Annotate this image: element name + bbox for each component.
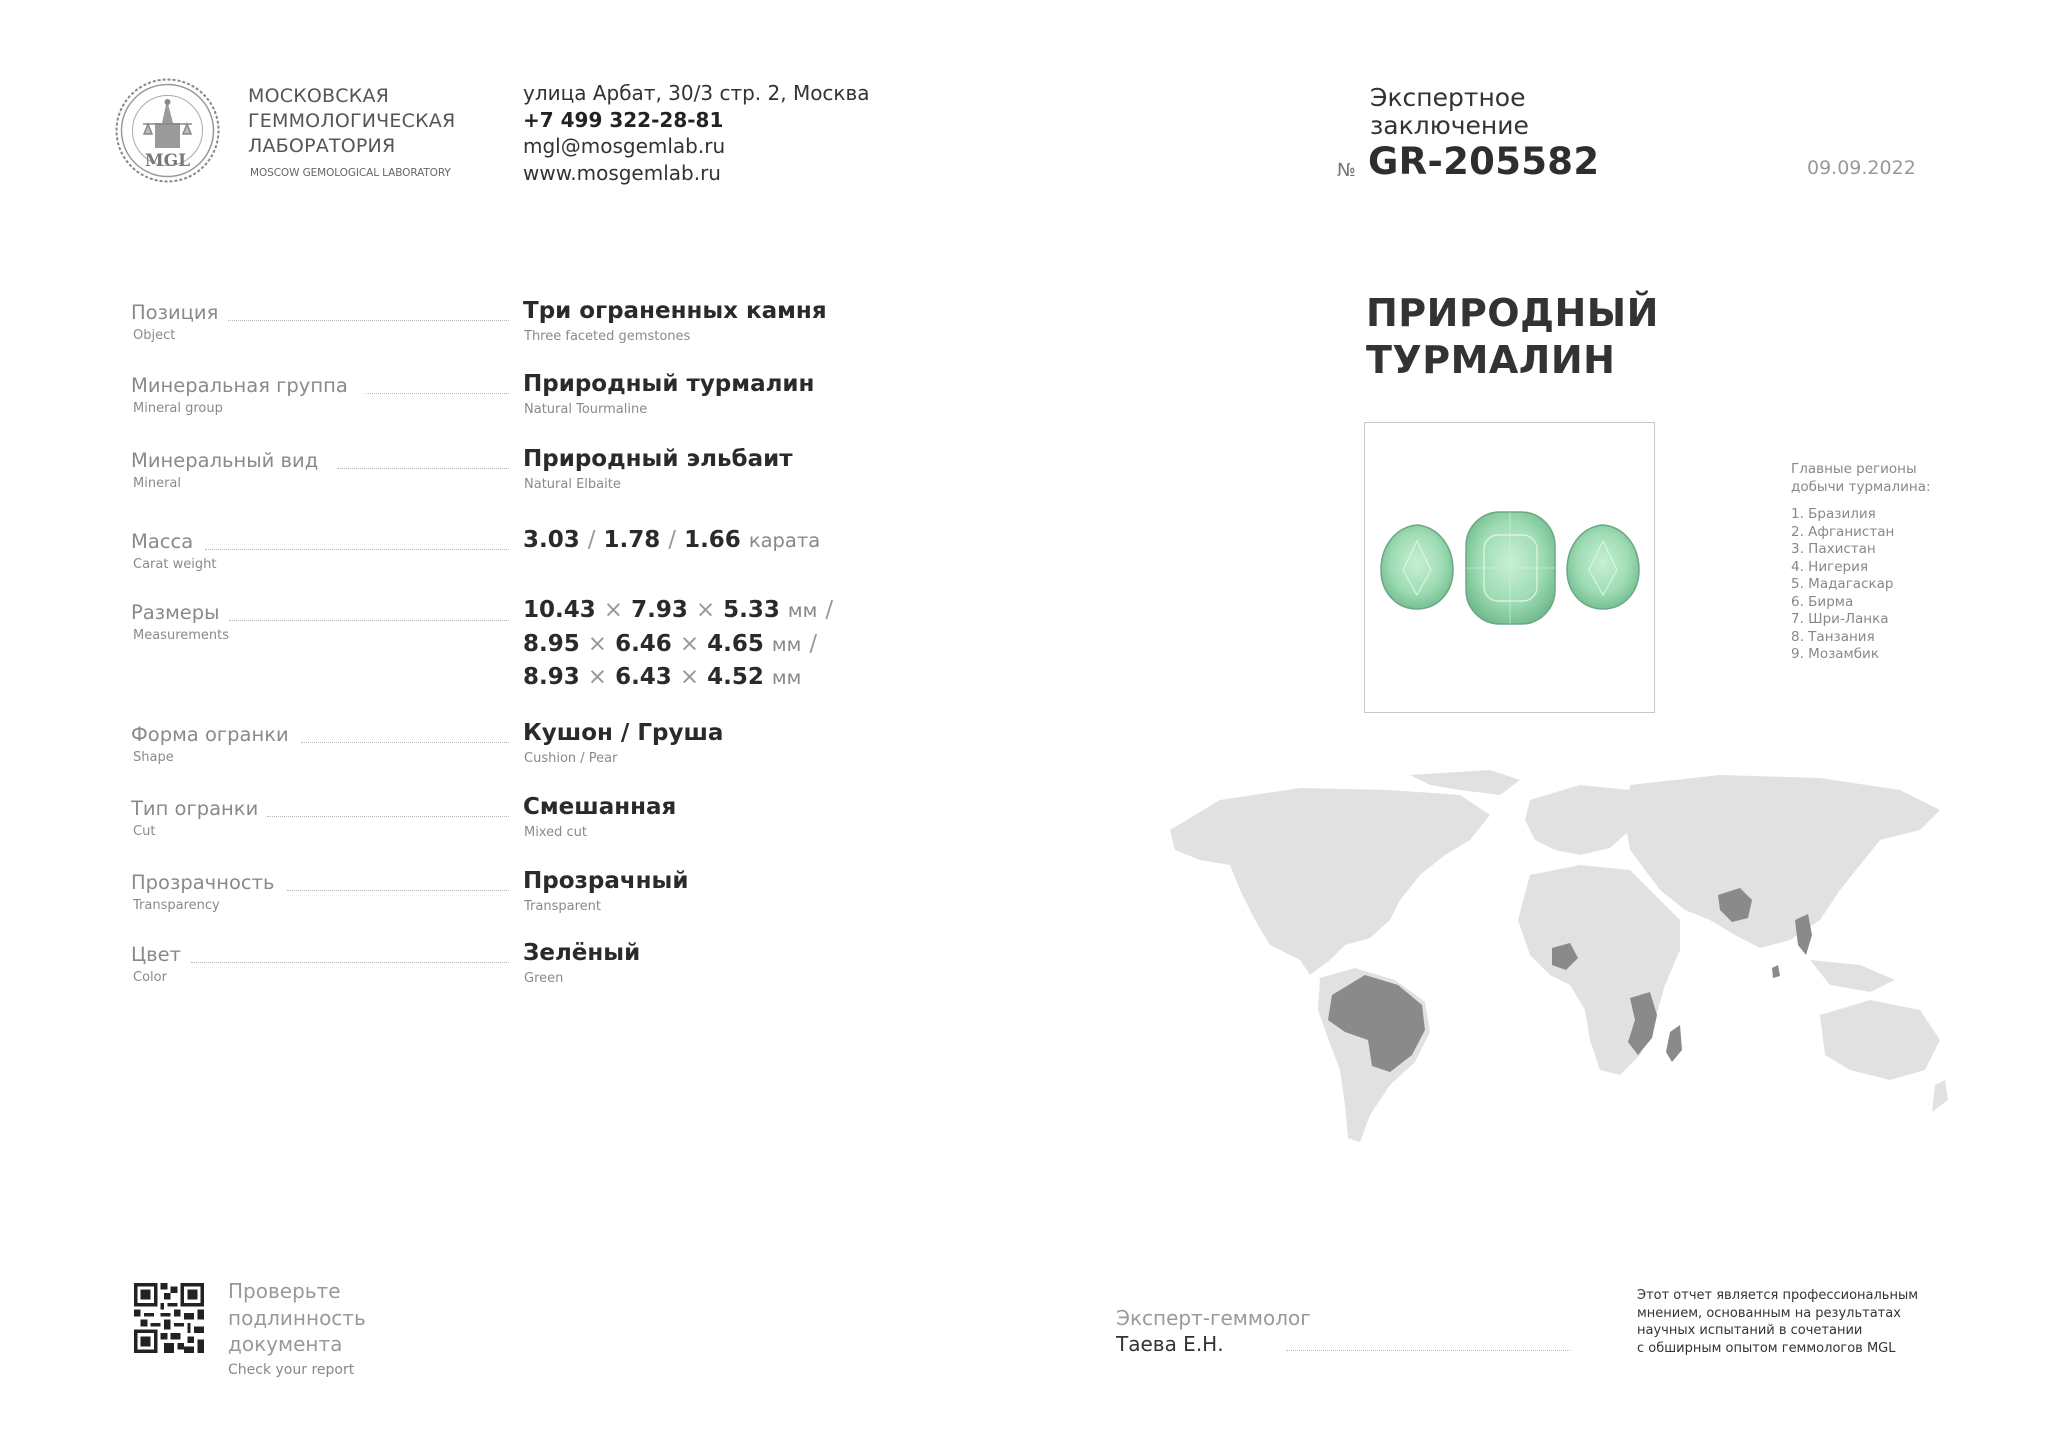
leader-dots xyxy=(267,816,509,817)
property-label-en: Cut xyxy=(133,824,156,839)
property-label: Минеральная группа xyxy=(131,374,348,397)
map-mining-region xyxy=(1666,1025,1682,1062)
leader-dots xyxy=(287,890,509,891)
property-value: Три ограненных камня xyxy=(523,298,827,324)
phone-link[interactable]: +7 499 322-28-81 xyxy=(523,107,724,132)
verify-text-en: Check your report xyxy=(228,1362,355,1378)
property-value: Прозрачный xyxy=(523,868,689,894)
contacts-block xyxy=(523,80,870,186)
qr-code-icon xyxy=(134,1283,204,1353)
lab-name: МОСКОВСКАЯ ГЕММОЛОГИЧЕСКАЯ ЛАБОРАТОРИЯ xyxy=(248,85,456,157)
lab-seal-logo xyxy=(115,78,220,183)
map-landmass xyxy=(1518,865,1680,1075)
list-item: 7. Шри-Ланка xyxy=(1791,611,1889,627)
address: улица Арбат, 30/3 стр. 2, Москва xyxy=(523,81,870,105)
leader-dots xyxy=(337,468,509,469)
property-value-en: Green xyxy=(524,971,564,986)
list-item: 1. Бразилия xyxy=(1791,506,1876,522)
property-label: Масса xyxy=(131,530,194,553)
certificate-date: 09.09.2022 xyxy=(1807,157,1916,179)
property-label-en: Carat weight xyxy=(133,557,217,572)
leader-dots xyxy=(229,620,509,621)
measurements-values xyxy=(523,594,833,695)
property-label-en: Mineral group xyxy=(133,401,223,416)
property-label-en: Color xyxy=(133,970,167,985)
map-landmass xyxy=(1932,1080,1948,1112)
property-value: Зелёный xyxy=(523,940,641,966)
property-value: Кушон / Груша xyxy=(523,720,724,746)
measurement-row: 8.93 × 6.43 × 4.52 мм xyxy=(523,664,802,690)
certificate-number: GR-205582 xyxy=(1368,140,1600,183)
list-item: 9. Мозамбик xyxy=(1791,646,1879,662)
regions-title: Главные регионы добычи турмалина: xyxy=(1791,461,1931,495)
property-value-en: Three faceted gemstones xyxy=(524,329,691,344)
property-label: Позиция xyxy=(131,301,219,324)
document-title: Экспертное заключение xyxy=(1370,83,1529,140)
stone-title: ПРИРОДНЫЙ ТУРМАЛИН xyxy=(1366,291,1659,382)
property-label: Прозрачность xyxy=(131,871,275,894)
list-item: 8. Танзания xyxy=(1791,628,1875,645)
property-label: Минеральный вид xyxy=(131,449,319,472)
map-landmass xyxy=(1820,1000,1940,1080)
leader-dots xyxy=(191,962,509,963)
list-item: 6. Бирма xyxy=(1791,593,1854,610)
gemstones-image xyxy=(1365,423,1656,714)
logo-text: MGL xyxy=(144,151,191,171)
property-label: Цвет xyxy=(131,943,181,966)
leader-dots xyxy=(366,393,509,394)
expert-name: Таева Е.Н. xyxy=(1116,1332,1224,1356)
property-label-en: Shape xyxy=(133,750,174,765)
list-item: 3. Пахистан xyxy=(1791,541,1876,557)
property-label: Размеры xyxy=(131,601,220,624)
weight-values: 3.03 / 1.78 / 1.66 карата xyxy=(523,527,821,553)
property-value-en: Mixed cut xyxy=(524,825,587,840)
map-mining-region xyxy=(1772,965,1780,978)
gemstone-photo xyxy=(1364,422,1655,713)
website-link[interactable]: www.mosgemlab.ru xyxy=(523,160,721,185)
property-value: Смешанная xyxy=(523,794,677,820)
property-value-en: Transparent xyxy=(524,899,601,914)
property-value-en: Cushion / Pear xyxy=(524,751,618,766)
property-label: Форма огранки xyxy=(131,723,289,746)
property-value: Природный эльбаит xyxy=(523,446,793,472)
disclaimer: Этот отчет является профессиональным мнением, основанным на результатах научных испытаний в сочетании с обширным опытом геммологов MGL xyxy=(1637,1288,1919,1356)
property-label: Тип огранки xyxy=(131,797,259,820)
property-label-en: Measurements xyxy=(133,628,230,643)
measurement-row: 10.43 × 7.93 × 5.33 мм / xyxy=(523,597,834,623)
property-value: Природный турмалин xyxy=(523,371,815,397)
number-sign: № xyxy=(1337,160,1356,181)
signature-line xyxy=(1286,1350,1570,1351)
map-landmass xyxy=(1410,770,1520,795)
lab-name-en: MOSCOW GEMOLOGICAL LABORATORY xyxy=(250,167,451,179)
property-label-en: Transparency xyxy=(133,898,220,913)
list-item: 5. Мадагаскар xyxy=(1791,576,1894,592)
expert-label: Эксперт-геммолог xyxy=(1116,1306,1311,1330)
world-map xyxy=(1160,770,1950,1159)
property-label-en: Object xyxy=(133,328,176,343)
verify-text: Проверьте подлинность документа xyxy=(228,1279,366,1356)
leader-dots xyxy=(301,742,509,743)
property-value-en: Natural Elbaite xyxy=(524,477,621,492)
list-item: 2. Афганистан xyxy=(1791,523,1895,540)
email-link[interactable]: mgl@mosgemlab.ru xyxy=(523,134,726,158)
property-value-en: Natural Tourmaline xyxy=(524,402,648,417)
map-landmass xyxy=(1810,960,1895,992)
leader-dots xyxy=(228,320,509,321)
list-item: 4. Нигерия xyxy=(1791,558,1868,575)
leader-dots xyxy=(205,549,509,550)
qr-code[interactable] xyxy=(134,1283,204,1353)
regions-list xyxy=(1791,506,1894,664)
measurement-row: 8.95 × 6.46 × 4.65 мм / xyxy=(523,630,818,657)
map-landmass xyxy=(1170,788,1490,975)
property-label-en: Mineral xyxy=(133,476,181,491)
